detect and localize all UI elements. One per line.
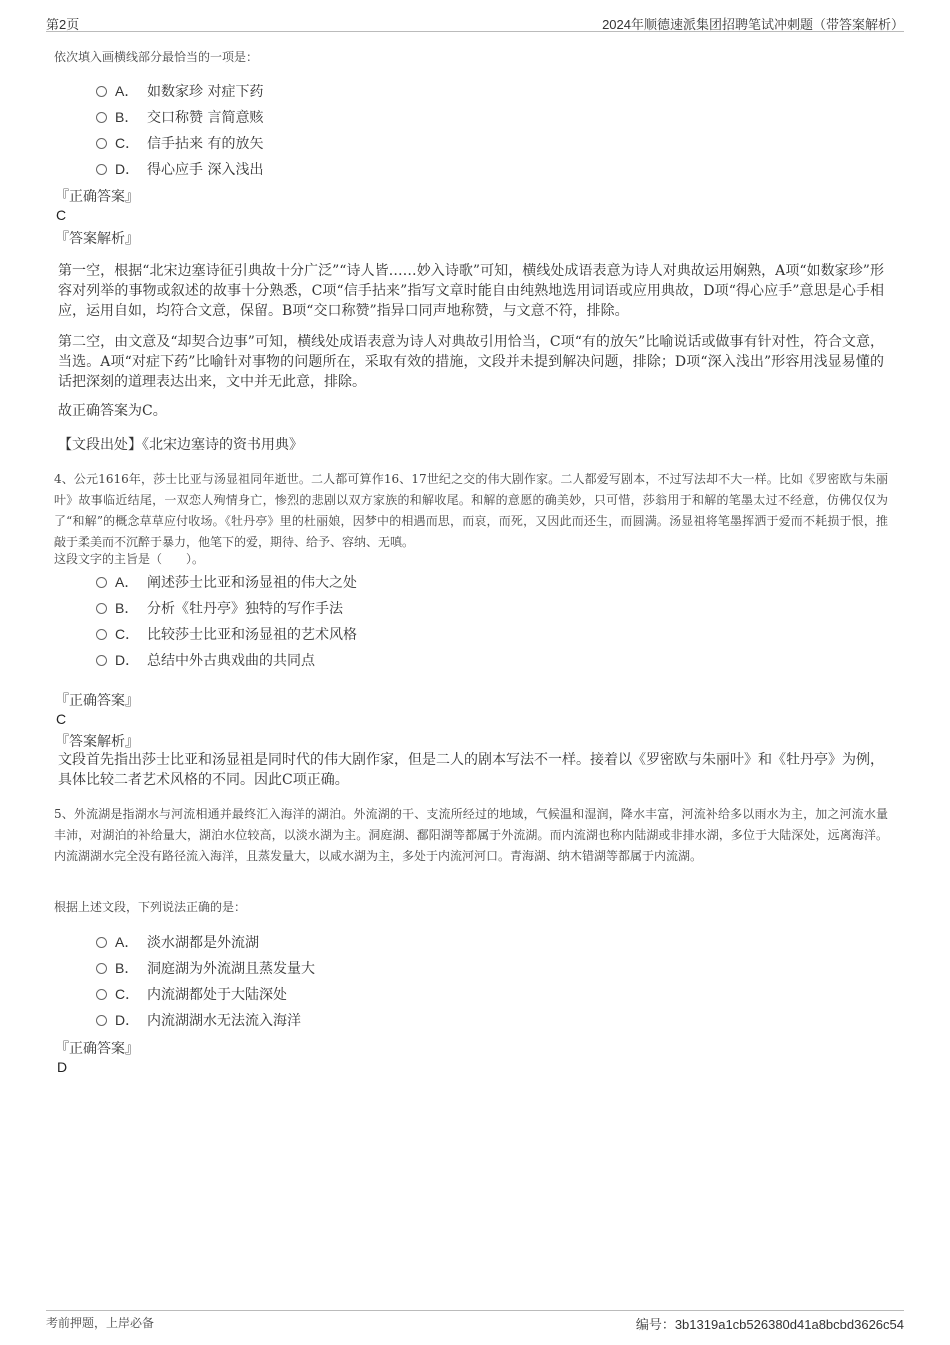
radio-icon[interactable] [96, 138, 107, 149]
footer-code-label: 编号： [635, 1317, 675, 1332]
radio-icon[interactable] [96, 86, 107, 97]
q3-analysis-label: 『答案解析』 [55, 231, 139, 247]
q3-option-c[interactable] [96, 133, 263, 153]
option-letter: A． [115, 574, 139, 590]
q4-option-a[interactable] [96, 572, 357, 592]
q3-conclusion: 故正确答案为C。 [58, 403, 167, 419]
option-text: 得心应手 深入浅出 [147, 162, 264, 178]
q3-analysis-para-1: 第一空，根据“北宋边塞诗征引典故十分广泛”“诗人皆……妙入诗歌”可知，横线处成语表意为诗人对典故运用娴熟，A项“如数家珍”形容对列举的事物或叙述的故事十分熟悉，C项“信手拈来”指写文章时能自由纯熟地选用词语或应用典故，D项“得心应手”意思是心手相应，运用自如，均符合文意，保留。B项“交口称赞”指异口同声地称赞，与文意不符，排除。 [58, 263, 884, 319]
q5-answer-label: 『正确答案』 [55, 1041, 139, 1057]
option-letter: D． [115, 1012, 140, 1028]
footer-divider [46, 1310, 904, 1311]
radio-icon[interactable] [96, 989, 107, 1000]
q3-source: 【文段出处】《北宋边塞诗的资书用典》 [58, 437, 303, 453]
q3-prompt: 依次填入画横线部分最恰当的一项是： [54, 50, 259, 64]
option-text: 比较莎士比亚和汤显祖的艺术风格 [147, 627, 357, 643]
q4-prompt: 这段文字的主旨是（ ）。 [54, 552, 205, 566]
option-letter: C． [115, 986, 140, 1002]
footer-code-value: 3b1319a1cb526380d41a8bcbd3626c54 [674, 1317, 904, 1332]
q5-option-a[interactable] [96, 932, 259, 952]
option-text: 洞庭湖为外流湖且蒸发量大 [147, 961, 315, 977]
radio-icon[interactable] [96, 603, 107, 614]
q4-analysis: 文段首先指出莎士比亚和汤显祖是同时代的伟大剧作家，但是二人的剧本写法不一样。接着以《罗密欧与朱丽叶》和《牡丹亭》为例，具体比较二者艺术风格的不同。因此C项正确。 [58, 752, 884, 788]
option-letter: C． [115, 135, 140, 151]
q3-analysis-para-2: 第二空，由文意及“却契合边事”可知，横线处成语表意为诗人对典故引用恰当，C项“有的放矢”比喻说话或做事有针对性，符合文意，当选。A项“对症下药”比喻针对事物的问题所在，采取有效的措施，文段并未提到解决问题，排除；D项“深入浅出”形容用浅显易懂的话把深刻的道理表达出来，文中并无此意，排除。 [58, 334, 884, 390]
radio-icon[interactable] [96, 164, 107, 175]
q3-option-a[interactable] [96, 81, 263, 101]
radio-icon[interactable] [96, 963, 107, 974]
q5-option-d[interactable] [96, 1010, 301, 1030]
footer-code [636, 1314, 904, 1333]
q5-passage: 5、外流湖是指湖水与河流相通并最终汇入海洋的湖泊。外流湖的干、支流所经过的地域，气候温和湿润，降水丰富，河流补给多以雨水为主，加之河流水量丰沛，对湖泊的补给量大，湖泊水位较高，以淡水湖为主。洞庭湖、鄱阳湖等都属于外流湖。而内流湖也称内陆湖或非排水湖，多位于大陆深处，远离海洋。内流湖湖水完全没有路径流入海洋，且蒸发量大，以咸水湖为主，多处于内流河河口。青海湖、纳木错湖等都属于内流湖。 [54, 807, 888, 863]
radio-icon[interactable] [96, 112, 107, 123]
option-text: 交口称赞 言简意赅 [147, 110, 264, 126]
radio-icon[interactable] [96, 937, 107, 948]
footer-slogan: 考前押题，上岸必备 [46, 1316, 155, 1330]
option-letter: B． [115, 960, 139, 976]
radio-icon[interactable] [96, 655, 107, 666]
radio-icon[interactable] [96, 577, 107, 588]
radio-icon[interactable] [96, 1015, 107, 1026]
q4-option-c[interactable] [96, 624, 357, 644]
q5-prompt: 根据上述文段，下列说法正确的是： [54, 900, 247, 914]
option-letter: D． [115, 652, 140, 668]
option-letter: B． [115, 109, 139, 125]
option-text: 淡水湖都是外流湖 [147, 935, 259, 951]
option-text: 如数家珍 对症下药 [147, 84, 264, 100]
option-letter: A． [115, 934, 139, 950]
q3-option-d[interactable] [96, 159, 263, 179]
radio-icon[interactable] [96, 629, 107, 640]
header-divider [46, 31, 904, 32]
q4-answer: C [56, 711, 67, 727]
page-number: 第2页 [46, 17, 80, 32]
option-text: 内流湖湖水无法流入海洋 [147, 1013, 301, 1029]
q5-option-c[interactable] [96, 984, 287, 1004]
option-letter: B． [115, 600, 139, 616]
q4-option-b[interactable] [96, 598, 343, 618]
q4-passage: 4、公元1616年，莎士比亚与汤显祖同年逝世。二人都可算作16、17世纪之交的伟大剧作家。二人都爱写剧本，不过写法却不大一样。比如《罗密欧与朱丽叶》故事临近结尾，一双恋人殉情身亡，惨烈的悲剧以双方家族的和解收尾。和解的意愿的确美妙，只可惜，莎翁用于和解的笔墨太过不经意，仿佛仅仅为了“和解”的概念草草应付收场。《牡丹亭》里的杜丽娘，因梦中的相遇而思，而哀，而死，又因此而还生，而圆满。汤显祖将笔墨挥洒于爱而不耗损于恨，推敲于柔美而不沉醉于暴力，他笔下的爱，期待、给予、容纳、无嗔。 [54, 472, 888, 549]
q4-answer-label: 『正确答案』 [55, 693, 139, 709]
q3-answer: C [56, 207, 67, 223]
q4-analysis-label: 『答案解析』 [55, 734, 139, 750]
option-text: 阐述莎士比亚和汤显祖的伟大之处 [147, 575, 357, 591]
option-text: 分析《牡丹亭》独特的写作手法 [147, 601, 343, 617]
option-text: 总结中外古典戏曲的共同点 [147, 653, 315, 669]
q3-option-b[interactable] [96, 107, 263, 127]
q5-option-b[interactable] [96, 958, 315, 978]
q5-answer: D [57, 1059, 68, 1075]
document-title: 2024年顺德速派集团招聘笔试冲刺题（带答案解析） [602, 17, 904, 32]
q3-answer-label: 『正确答案』 [55, 189, 139, 205]
option-text: 信手拈来 有的放矢 [147, 136, 264, 152]
option-letter: C． [115, 626, 140, 642]
option-letter: D． [115, 161, 140, 177]
option-letter: A． [115, 83, 139, 99]
option-text: 内流湖都处于大陆深处 [147, 987, 287, 1003]
q4-option-d[interactable] [96, 650, 315, 670]
